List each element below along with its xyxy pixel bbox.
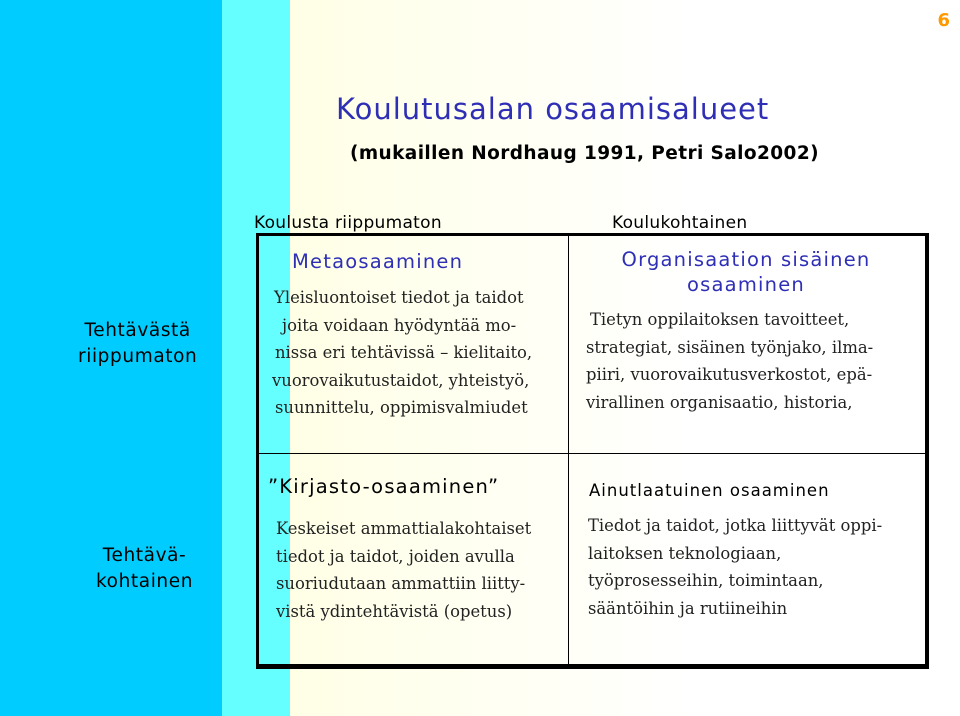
cell-line: strategiat, sisäinen työnjako, ilma- [586, 337, 874, 357]
slide-title: Koulutusalan osaamisalueet [336, 92, 770, 126]
cell-heading-kirjasto: ”Kirjasto-osaaminen” [268, 475, 500, 498]
cell-line: piiri, vuorovaikutusverkostot, epä- [586, 365, 873, 384]
row-label-top-line: riippumaton [78, 346, 198, 367]
matrix-horizontal-divider [259, 453, 929, 454]
page-number: 6 [937, 10, 950, 31]
row-label-bottom [96, 543, 193, 595]
row-label-bottom-line: Tehtävä- [102, 545, 187, 566]
cell-line: Keskeiset ammattialakohtaiset [276, 519, 532, 538]
cell-line: Tiedot ja taidot, jotka liittyvät oppi- [588, 516, 883, 535]
column-label-left: Koulusta riippumaton [254, 213, 442, 233]
row-label-bottom-line: kohtainen [96, 571, 194, 592]
row-label-top-line: Tehtävästä [84, 320, 191, 341]
cell-heading-metaosaaminen: Metaosaaminen [292, 250, 464, 273]
matrix-vertical-divider [568, 236, 569, 668]
cell-body-organisaation [586, 306, 873, 416]
slide-subtitle: (mukaillen Nordhaug 1991, Petri Salo2002) [350, 143, 819, 164]
cell-line: suoriudutaan ammattiin liitty- [276, 574, 526, 593]
cell-line: virallinen organisaatio, historia, [586, 392, 853, 412]
cell-line: työprosesseihin, toimintaan, [588, 571, 824, 590]
cell-line: Tietyn oppilaitoksen tavoitteet, [590, 310, 850, 329]
cell-body-ainutlaatuinen [588, 512, 882, 622]
cell-line: Yleisluontoiset tiedot ja taidot [274, 288, 524, 307]
cell-body-kirjasto [276, 515, 531, 625]
cell-heading-line: osaaminen [687, 273, 805, 296]
cell-line: sääntöihin ja rutiineihin [588, 598, 788, 618]
cell-line: tiedot ja taidot, joiden avulla [276, 546, 515, 566]
cell-line: laitoksen teknologiaan, [588, 543, 782, 563]
row-label-top [78, 318, 197, 370]
cell-heading-line: Organisaation sisäinen [621, 248, 871, 271]
cell-heading-ainutlaatuinen: Ainutlaatuinen osaaminen [589, 481, 830, 500]
cell-line: vuorovaikutustaidot, yhteistyö, [272, 370, 530, 390]
cell-heading-organisaation [596, 247, 896, 297]
cell-line: joita voidaan hyödyntää mo- [282, 315, 517, 335]
cell-body-metaosaaminen [272, 284, 532, 422]
cell-line: vistä ydintehtävistä (opetus) [276, 601, 513, 621]
column-label-right: Koulukohtainen [612, 213, 748, 233]
cell-line: nissa eri tehtävissä – kielitaito, [275, 343, 533, 362]
cell-line: suunnittelu, oppimisvalmiudet [275, 398, 528, 417]
